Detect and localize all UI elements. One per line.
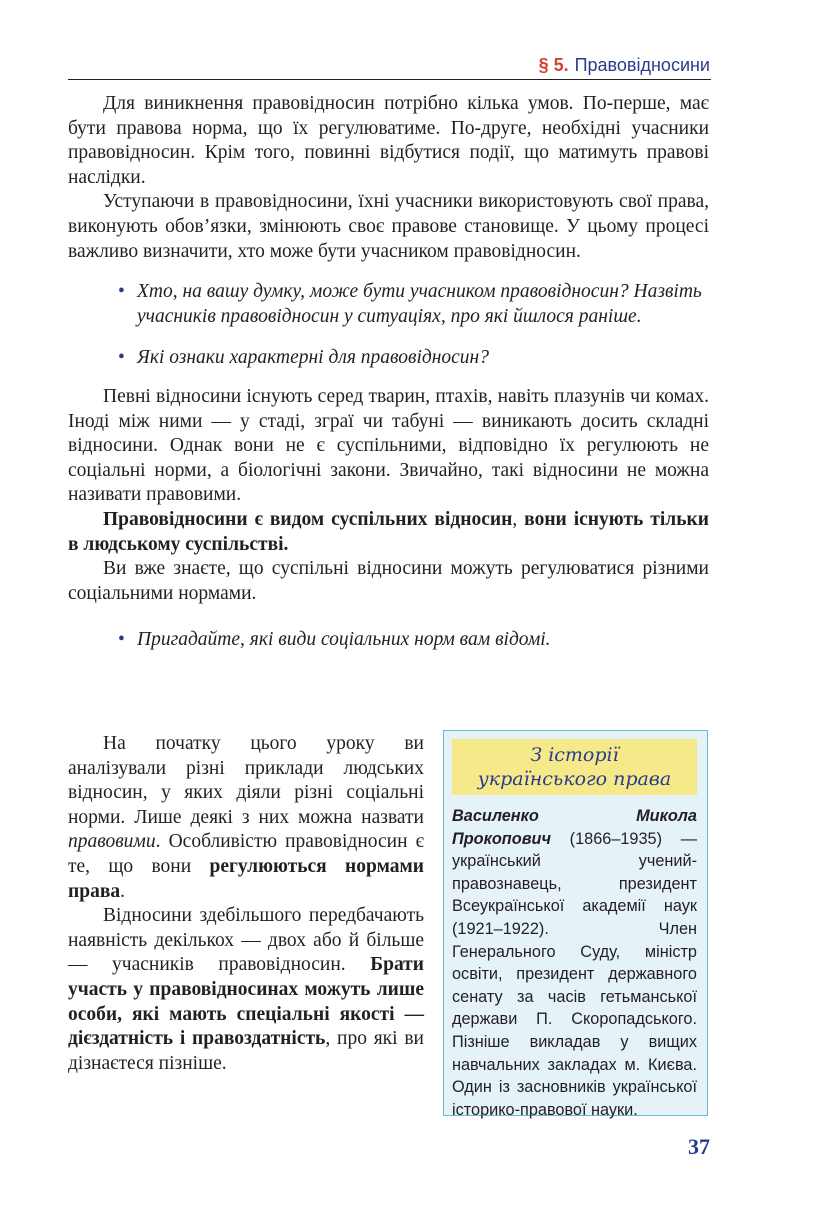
bold-term: Брати участь у правовідносинах можуть лише особи, які мають спеціальні якості — дієздатність і правоздатність	[68, 954, 424, 1050]
bold-definition: вони існують тільки в людському суспільстві.	[68, 508, 709, 555]
question-item	[68, 346, 709, 371]
bullet-icon: •	[118, 347, 125, 369]
question-text: Які ознаки характерні для правовідносин?	[137, 347, 489, 369]
text-run: На початку цього уроку ви аналізували різні приклади людських відносин, у яких діяли різні соціальні норми. Лише деякі з них можна назвати	[68, 733, 424, 828]
text-run: .	[120, 880, 125, 902]
bullet-icon: •	[118, 629, 125, 651]
section-number: § 5.	[538, 55, 569, 75]
question-text: Пригадайте, які види соціальних норм вам відомі.	[137, 629, 551, 651]
question-item	[68, 628, 709, 653]
sidebar-title-line: українського права	[477, 768, 672, 790]
biography-text: (1866–1935) — український учений-правознавець, президент Всеукраїнської академії наук (1921–1922). Член Генерального Суду, міністр освіти, президент державного сенату за часів гетьманської держави П. Скоропадського. Пізніше викладав у вищих навчальних закладах м. Києва. Один із засновників української історико-правової науки.	[452, 829, 697, 1119]
bullet-icon: •	[118, 281, 125, 303]
paragraph	[68, 904, 424, 1076]
sidebar-title-box	[452, 739, 697, 795]
italic-term: правовими	[68, 831, 156, 853]
paragraph: Певні відносини існують серед тварин, птахів, навіть плазунів чи комах. Іноді між ними — у стаді, зграї чи табуні — виникають досить складні відносини. Однак вони не є суспільними, відповідно їх регулюють не соціальні норми, а біологічні закони. Звичайно, такі відносини не можна називати правовими.	[68, 385, 709, 506]
paragraph: Ви вже знаєте, що суспільні відносини можуть регулюватися різними соціальними нормами.	[68, 558, 709, 604]
history-sidebar	[443, 730, 708, 1119]
sidebar-title-line: З історії	[530, 744, 619, 766]
text-run: . Особливістю правовідносин є те, що вони	[68, 831, 424, 877]
question-item	[68, 280, 709, 329]
header-divider	[68, 79, 711, 80]
main-text	[68, 92, 709, 653]
person-name: Василенко Микола Прокопович	[452, 807, 697, 848]
text-run: Відносини здебільшого передбачають наявність декількох — двох або й більше — учасників правовідносин.	[68, 905, 424, 976]
running-header	[68, 54, 710, 76]
sidebar-body	[452, 805, 697, 1121]
paragraph	[68, 508, 709, 557]
question-text: Хто, на вашу думку, може бути учасником правовідносин? Назвіть учасників правовідносин у ситуаціях, про які йшлося раніше.	[137, 281, 702, 327]
page-number: 37	[688, 1134, 710, 1159]
text-run: , про які ви дізнаєтеся пізніше.	[68, 1028, 424, 1074]
section-title: Правовідносини	[574, 55, 710, 75]
paragraph	[68, 732, 424, 904]
bold-definition: Правовідносини є видом суспільних відносин	[103, 508, 513, 530]
paragraph: Для виникнення правовідносин потрібно кілька умов. По-перше, має бути правова норма, що їх регулюватиме. По-друге, необхідні учасники правовідносин. Крім того, повинні відбутися події, що матимуть правові наслідки.	[68, 93, 709, 188]
left-column-text	[68, 732, 424, 1076]
bold-term: регулюються нормами права	[68, 855, 424, 902]
paragraph: Уступаючи в правовідносини, їхні учасники використовують свої права, виконують обов’язки, змінюють своє правове становище. У цьому процесі важливо визначити, хто може бути учасником правовідносин.	[68, 191, 709, 262]
separator: ,	[512, 508, 525, 530]
